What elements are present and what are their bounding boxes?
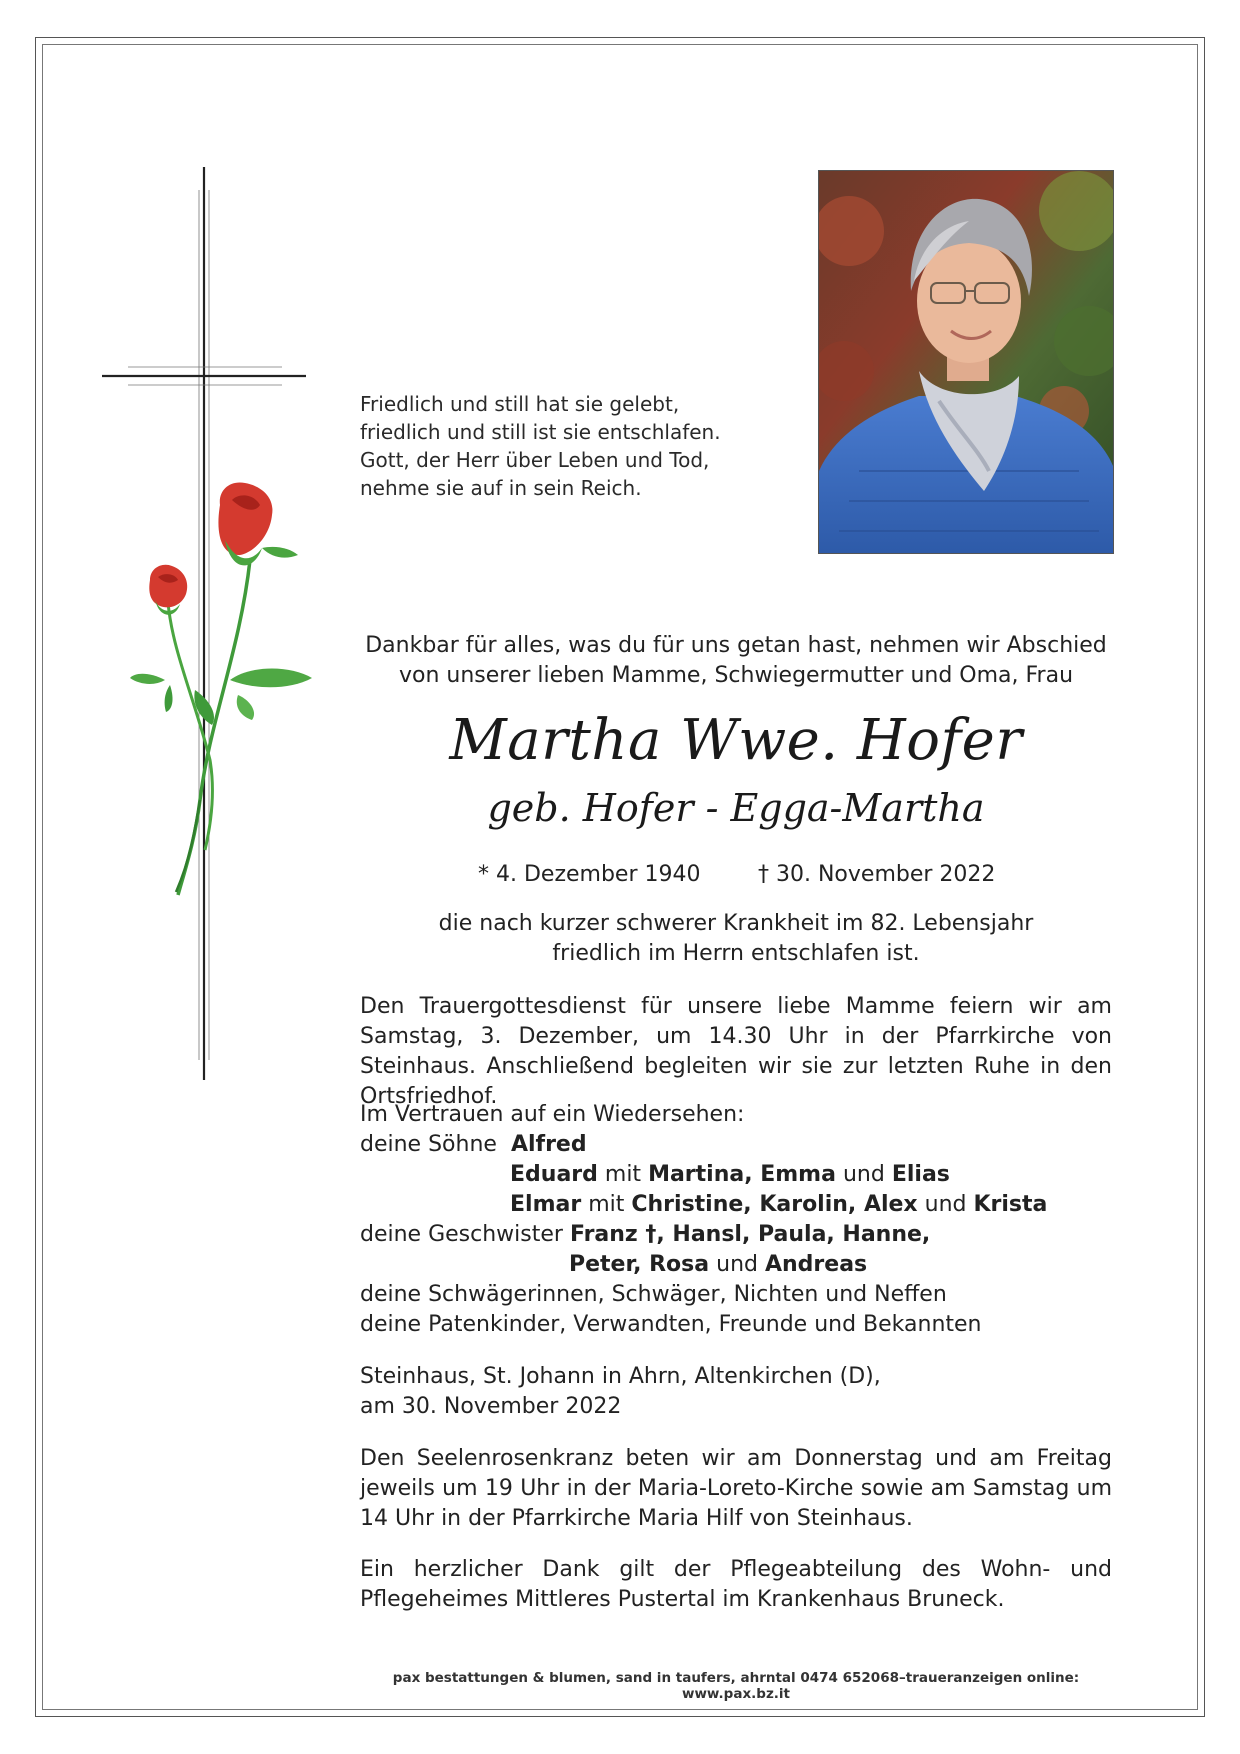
connector-text: und: [716, 1252, 758, 1277]
son-name: Eduard: [510, 1162, 598, 1187]
sibling-names: Franz †, Hansl, Paula, Hanne,: [569, 1222, 931, 1247]
sibling-names: Andreas: [764, 1252, 868, 1277]
intro-line: Dankbar für alles, was du für uns getan hast, nehmen wir Abschied: [365, 633, 1107, 658]
family-names: Christine, Karolin, Alex: [631, 1192, 918, 1217]
family-names: Krista: [973, 1192, 1048, 1217]
connector-text: mit: [588, 1192, 625, 1217]
son-name: Alfred: [510, 1132, 587, 1157]
place-and-date: [360, 1362, 1112, 1422]
sons-row: [360, 1160, 1112, 1190]
siblings-row: [360, 1250, 1112, 1280]
death-date: † 30. November 2022: [758, 862, 996, 887]
sons-label: deine Söhne: [360, 1132, 497, 1157]
verse-line: nehme sie auf in sein Reich.: [360, 476, 642, 500]
maiden-name: geb. Hofer - Egga-Martha: [487, 786, 985, 830]
family-names: Martina, Emma: [648, 1162, 836, 1187]
portrait-photo: [818, 170, 1114, 554]
place-line: Steinhaus, St. Johann in Ahrn, Altenkirchen (D),: [360, 1364, 881, 1389]
birth-date: * 4. Dezember 1940: [478, 862, 701, 887]
connector-text: und: [924, 1192, 967, 1217]
passing-line: die nach kurzer schwerer Krankheit im 82. Lebensjahr: [438, 911, 1034, 936]
footer-credits: pax bestattungen & blumen, sand in taufers, ahrntal 0474 652068–traueranzeigen online: www.pax.bz.it: [392, 1670, 1080, 1702]
farewell-intro: [360, 631, 1112, 691]
thanks-paragraph: Ein herzlicher Dank gilt der Pflegeabteilung des Wohn- und Pflegeheimes Mittleres Pustertal im Krankenhaus Bruneck.: [360, 1557, 1112, 1612]
mourners-list: [360, 1100, 1112, 1340]
sibling-names: Peter, Rosa: [569, 1252, 710, 1277]
family-names: Elias: [891, 1162, 950, 1187]
connector-text: und: [842, 1162, 885, 1187]
passing-line: friedlich im Herrn entschlafen ist.: [552, 941, 920, 966]
siblings-label: deine Geschwister: [360, 1222, 563, 1247]
cross-with-roses-graphic: [0, 0, 330, 1100]
rosary-paragraph: Den Seelenrosenkranz beten wir am Donnerstag und am Freitag jeweils um 19 Uhr in der Maria-Loreto-Kirche sowie am Samstag um 14 Uhr in der Pfarrkirche Maria Hilf von Steinhaus.: [360, 1446, 1112, 1531]
verse-line: friedlich und still ist sie entschlafen.: [360, 420, 721, 444]
mourners-intro: Im Vertrauen auf ein Wiedersehen:: [360, 1102, 745, 1127]
connector-text: mit: [604, 1162, 642, 1187]
godchildren-row: deine Patenkinder, Verwandten, Freunde und Bekannten: [360, 1312, 982, 1337]
memorial-verse: [360, 390, 721, 502]
son-name: Elmar: [510, 1192, 582, 1217]
sons-row: [360, 1130, 1112, 1160]
sons-row: [360, 1190, 1112, 1220]
deceased-name: Martha Wwe. Hofer: [449, 708, 1023, 773]
passing-statement: [360, 909, 1112, 969]
siblings-row: [360, 1220, 1112, 1250]
verse-line: Friedlich und still hat sie gelebt,: [360, 392, 680, 416]
funeral-service-paragraph: Den Trauergottesdienst für unsere liebe Mamme feiern wir am Samstag, 3. Dezember, um 14.30 Uhr in der Pfarrkirche von Steinhaus. Anschließend begleiten wir sie zur letzten Ruhe in den Ortsfriedhof.: [360, 994, 1112, 1109]
date-line: am 30. November 2022: [360, 1394, 622, 1419]
intro-line: von unserer lieben Mamme, Schwiegermutter und Oma, Frau: [398, 663, 1074, 688]
verse-line: Gott, der Herr über Leben und Tod,: [360, 448, 710, 472]
inlaws-row: deine Schwägerinnen, Schwäger, Nichten und Neffen: [360, 1282, 947, 1307]
